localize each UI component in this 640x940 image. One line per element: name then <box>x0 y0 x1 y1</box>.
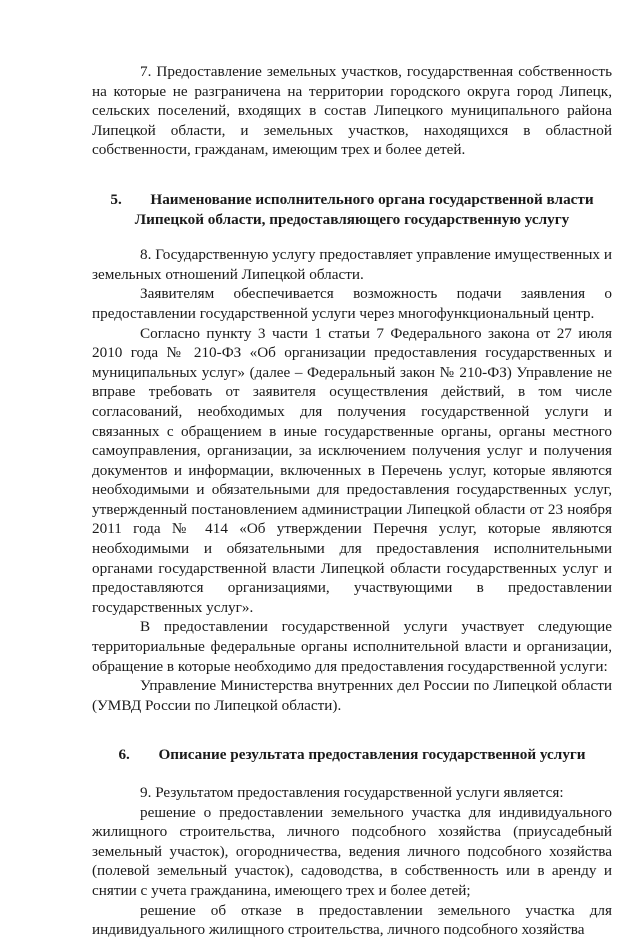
paragraph-8-applicants: Заявителям обеспечивается возможность подачи заявления о предоставлении государственной услуги через многофункциональный центр. <box>92 285 612 322</box>
section-6-number: 6. <box>118 746 130 764</box>
section-6-title: Описание результата предоставления государственной услуги <box>158 746 586 764</box>
paragraph-9: 9. Результатом предоставления государственной услуги является: <box>140 784 564 801</box>
paragraph-8-participants: В предоставлении государственной услуги участвует следующие территориальные федеральные органы исполнительной власти и организации, обращение в которые необходимо для предоставления государственной услуги: <box>92 618 612 675</box>
paragraph-7: 7. Предоставление земельных участков, государственная собственность на которые не разграничена на территории городского округа город Липецк, сельских поселений, входящих в состав Липецкого муниципального района Липецкой области, и земельных участков, находящихся в областной собственности, гражданам, имеющим трех и более детей. <box>92 63 612 159</box>
paragraph-8: 8. Государственную услугу предоставляет управление имущественных и земельных отношений Липецкой области. <box>92 246 612 283</box>
section-5-heading <box>92 190 612 229</box>
section-5-title-line1: Наименование исполнительного органа государственной власти <box>150 190 594 208</box>
paragraph-8-law-reference: Согласно пункту 3 части 1 статьи 7 Федерального закона от 27 июля 2010 года № 210-ФЗ «Об организации предоставления государственных и муниципальных услуг» (далее – Федеральный закон № 210-ФЗ) Управление не вправе требовать от заявителя осуществления действий, в том числе согласований, необходимых для получения государственной услуги и связанных с обращением в иные государственные органы, органы местного самоуправления, организации, за исключением получения услуг и получения документов и информации, включенных в Перечень услуг, которые являются необходимыми и обязательными для предоставления государственных услуг, утвержденный постановлением администрации Липецкой области от 23 ноября 2011 года № 414 «Об утверждении Перечня услуг, которые являются необходимыми и обязательными для предоставления исполнительными органами государственной власти Липецкой области государственных услуг и предоставляются организациями, участвующими в предоставлении государственных услуг». <box>92 324 612 616</box>
section-5-title-line2: Липецкой области, предоставляющего государственную услугу <box>134 210 570 228</box>
document-page <box>92 62 612 940</box>
paragraph-9-grant-decision: решение о предоставлении земельного участка для индивидуального жилищного строительства, личного подсобного хозяйства (приусадебный земельный участок), огородничества, ведения личного подсобного хозяйства (полевой земельный участок), садоводства, в собственность или в аренду и снятии с учета гражданина, имеющего трех и более детей; <box>92 803 612 899</box>
paragraph-9-refusal-decision: решение об отказе в предоставлении земельного участка для индивидуального жилищного строительства, личного подсобного хозяйства <box>92 901 612 939</box>
section-5-number: 5. <box>110 190 122 208</box>
section-6-heading <box>92 745 612 765</box>
paragraph-8-umvd: Управление Министерства внутренних дел России по Липецкой области (УМВД России по Липецкой области). <box>92 677 612 714</box>
